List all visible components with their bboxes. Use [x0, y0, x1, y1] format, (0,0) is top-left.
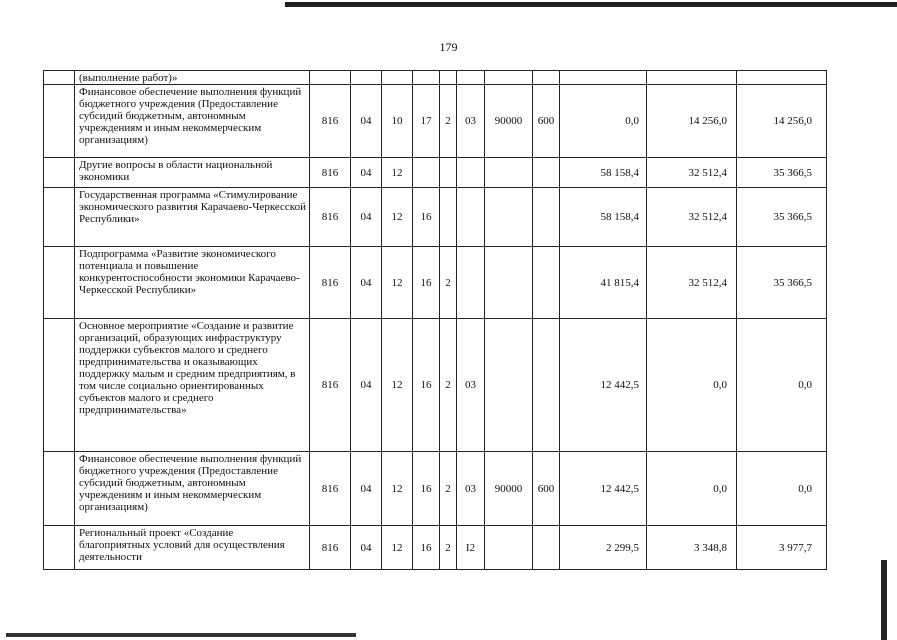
amount-year-3: 14 256,0 [737, 85, 827, 158]
row-index-cell [44, 71, 75, 85]
amount-year-2 [647, 71, 737, 85]
event-code: 03 [457, 319, 485, 452]
amount-year-1: 58 158,4 [560, 188, 647, 247]
grbs-code: 816 [310, 526, 351, 570]
amount-year-2: 0,0 [647, 319, 737, 452]
section-code: 04 [351, 85, 382, 158]
amount-year-3: 0,0 [737, 452, 827, 526]
program-code: 16 [413, 319, 440, 452]
direction-code [485, 158, 533, 188]
amount-year-3: 35 366,5 [737, 188, 827, 247]
table-row [44, 247, 827, 319]
page-number: 179 [439, 40, 458, 54]
amount-year-1 [560, 71, 647, 85]
section-code: 04 [351, 319, 382, 452]
table-row [44, 319, 827, 452]
amount-year-1: 12 442,5 [560, 452, 647, 526]
amount-year-3: 35 366,5 [737, 158, 827, 188]
subprogram-code [440, 188, 457, 247]
subsection-code [382, 71, 413, 85]
row-index-cell [44, 158, 75, 188]
expense-type-code: 600 [533, 85, 560, 158]
subprogram-code: 2 [440, 526, 457, 570]
event-code [457, 247, 485, 319]
subsection-code: 12 [382, 319, 413, 452]
subprogram-code: 2 [440, 247, 457, 319]
scan-edge-top [285, 2, 897, 7]
section-code: 04 [351, 247, 382, 319]
program-code: 16 [413, 452, 440, 526]
item-name: Государственная программа «Стимулирование экономического развития Карачаево-Черкесской Республики» [75, 188, 310, 247]
grbs-code: 816 [310, 85, 351, 158]
amount-year-2: 32 512,4 [647, 188, 737, 247]
direction-code [485, 526, 533, 570]
direction-code [485, 247, 533, 319]
grbs-code: 816 [310, 247, 351, 319]
table-row [44, 526, 827, 570]
event-code [457, 71, 485, 85]
subsection-code: 12 [382, 526, 413, 570]
subprogram-code [440, 158, 457, 188]
row-index-cell [44, 85, 75, 158]
subsection-code: 12 [382, 247, 413, 319]
amount-year-3 [737, 71, 827, 85]
direction-code: 90000 [485, 452, 533, 526]
subprogram-code: 2 [440, 85, 457, 158]
expense-type-code [533, 158, 560, 188]
item-name: Другие вопросы в области национальной экономики [75, 158, 310, 188]
grbs-code: 816 [310, 188, 351, 247]
row-index-cell [44, 452, 75, 526]
direction-code [485, 319, 533, 452]
table-row [44, 452, 827, 526]
section-code: 04 [351, 526, 382, 570]
program-code: 17 [413, 85, 440, 158]
grbs-code: 816 [310, 452, 351, 526]
amount-year-2: 0,0 [647, 452, 737, 526]
amount-year-1: 0,0 [560, 85, 647, 158]
amount-year-1: 58 158,4 [560, 158, 647, 188]
program-code [413, 71, 440, 85]
amount-year-2: 3 348,8 [647, 526, 737, 570]
expense-type-code [533, 319, 560, 452]
budget-table-body [44, 71, 827, 570]
section-code: 04 [351, 158, 382, 188]
program-code: 16 [413, 188, 440, 247]
subsection-code: 12 [382, 452, 413, 526]
amount-year-1: 41 815,4 [560, 247, 647, 319]
event-code: I2 [457, 526, 485, 570]
table-row [44, 188, 827, 247]
row-index-cell [44, 319, 75, 452]
amount-year-2: 32 512,4 [647, 247, 737, 319]
grbs-code: 816 [310, 319, 351, 452]
grbs-code: 816 [310, 158, 351, 188]
table-row [44, 158, 827, 188]
amount-year-3: 0,0 [737, 319, 827, 452]
section-code [351, 71, 382, 85]
item-name: Региональный проект «Создание благоприятных условий для осуществления деятельности [75, 526, 310, 570]
subsection-code: 12 [382, 188, 413, 247]
program-code: 16 [413, 247, 440, 319]
amount-year-1: 12 442,5 [560, 319, 647, 452]
scan-edge-bottom [6, 633, 356, 637]
expense-type-code [533, 526, 560, 570]
amount-year-3: 35 366,5 [737, 247, 827, 319]
budget-table [43, 70, 827, 570]
expense-type-code [533, 188, 560, 247]
row-index-cell [44, 188, 75, 247]
expense-type-code [533, 247, 560, 319]
direction-code [485, 188, 533, 247]
program-code: 16 [413, 526, 440, 570]
subprogram-code [440, 71, 457, 85]
subprogram-code: 2 [440, 319, 457, 452]
amount-year-2: 32 512,4 [647, 158, 737, 188]
grbs-code [310, 71, 351, 85]
subsection-code: 10 [382, 85, 413, 158]
expense-type-code: 600 [533, 452, 560, 526]
direction-code: 90000 [485, 85, 533, 158]
section-code: 04 [351, 452, 382, 526]
expense-type-code [533, 71, 560, 85]
section-code: 04 [351, 188, 382, 247]
amount-year-1: 2 299,5 [560, 526, 647, 570]
event-code: 03 [457, 85, 485, 158]
direction-code [485, 71, 533, 85]
program-code [413, 158, 440, 188]
row-index-cell [44, 526, 75, 570]
item-name: Финансовое обеспечение выполнения функций бюджетного учреждения (Предоставление субсидий бюджетным, автономным учреждениям и иным некоммерческим организациям) [75, 452, 310, 526]
row-index-cell [44, 247, 75, 319]
table-row [44, 85, 827, 158]
amount-year-2: 14 256,0 [647, 85, 737, 158]
item-name: Подпрограмма «Развитие экономического потенциала и повышение конкурентоспособности экономики Карачаево-Черкесской Республики» [75, 247, 310, 319]
amount-year-3: 3 977,7 [737, 526, 827, 570]
subsection-code: 12 [382, 158, 413, 188]
item-name: (выполнение работ)» [75, 71, 310, 85]
event-code: 03 [457, 452, 485, 526]
scan-edge-right [881, 560, 887, 640]
item-name: Основное мероприятие «Создание и развитие организаций, образующих инфраструктуру поддержки субъектов малого и среднего предпринимательства и оказывающих поддержку малым и средним предприятиям, в том числе социально ориентированных субъектов малого и среднего предпринимательства» [75, 319, 310, 452]
item-name: Финансовое обеспечение выполнения функций бюджетного учреждения (Предоставление субсидий бюджетным, автономным учреждениям и иным некоммерческим организациям) [75, 85, 310, 158]
event-code [457, 188, 485, 247]
table-row [44, 71, 827, 85]
event-code [457, 158, 485, 188]
subprogram-code: 2 [440, 452, 457, 526]
